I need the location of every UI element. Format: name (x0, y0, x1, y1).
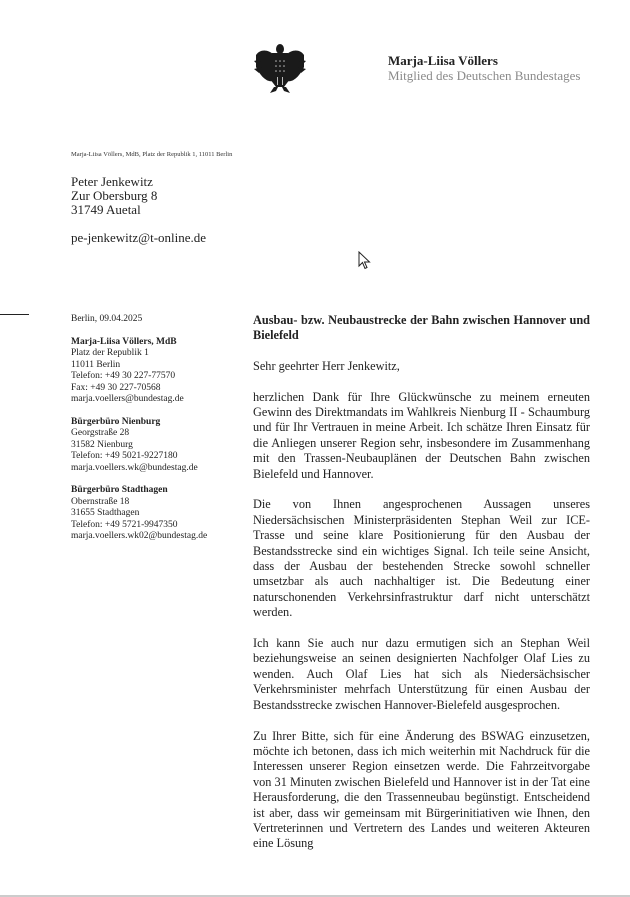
letter-paragraph: Die von Ihnen angesprochenen Aussagen unseres Niedersächsischen Ministerpräsidenten Stephan Weil zur ICE-Trasse und seine klare Positionierung für den Ausbau der Bestandsstrecke sind ein wichtiges Signal. Ich teile seine Ansicht, dass der Ausbau der bestehenden Strecke sowohl schneller umsetzbar als auch nachhaltiger ist. Die Bedeutung einer naturschonenden Verkehrsinfrastruktur darf nicht unterschätzt werden. (253, 497, 590, 620)
letter-body (253, 313, 590, 867)
letter-date: Berlin, 09.04.2025 (71, 314, 143, 324)
office-fax: Fax: +49 30 227-70568 (71, 382, 161, 393)
office-heading: Bürgerbüro Nienburg (71, 416, 161, 427)
recipient-city: 31749 Auetal (71, 202, 141, 217)
office-heading: Marja-Liisa Völlers, MdB (71, 336, 177, 347)
recipient-name: Peter Jenkewitz (71, 174, 153, 189)
office-line: Platz der Republik 1 (71, 348, 149, 358)
office-line: 31655 Stadthagen (71, 508, 140, 518)
letterhead-title: Mitglied des Deutschen Bundestages (388, 68, 581, 83)
office-line: Obernstraße 18 (71, 496, 130, 507)
office-line: 11011 Berlin (71, 359, 121, 370)
office-stadthagen (71, 485, 246, 543)
office-phone: Telefon: +49 5721-9947350 (71, 519, 178, 530)
recipient-street: Zur Obersburg 8 (71, 188, 158, 203)
office-line: Georgstraße 28 (71, 428, 130, 438)
office-berlin (71, 337, 246, 406)
mouse-cursor-icon (358, 251, 372, 271)
letter-salutation: Sehr geehrter Herr Jenkewitz, (253, 358, 400, 373)
office-heading: Bürgerbüro Stadthagen (71, 485, 168, 495)
letterhead-name: Marja-Liisa Völlers (388, 53, 498, 68)
letter-paragraph: Zu Ihrer Bitte, sich für eine Änderung des BSWAG einzusetzen, möchte ich betonen, dass ich mich weiterhin mit Nachdruck für die Interessen unserer Region einsetzen werde. Die Fahrzeitvorgabe von 31 Minuten zwischen Bielefeld und Hannover ist in der Tat eine Herausforderung, die den Trassenneubau begünstigt. Entscheidend ist aber, dass wir gemeinsam mit Bürgerinitiativen wie Ihnen, den Vertreterinnen und Vertretern des Landes und weiteren Akteuren eine Lösung (253, 728, 590, 851)
office-phone: Telefon: +49 5021-9227180 (71, 451, 178, 461)
office-phone: Telefon: +49 30 227-77570 (71, 371, 176, 381)
recipient-email: pe-jenkewitz@t-online.de (71, 230, 207, 245)
letter-paragraph: herzlichen Dank für Ihre Glückwünsche zu meinem erneuten Gewinn des Direktmandats im Wahlkreis Nienburg II - Schaumburg und für Ihr Vertrauen in meine Arbeit. Ich schätze Ihren Einsatz für die Anliegen unserer Region sehr, insbesondere im Zusammenhang mit den Trassen-Neubauplänen der Deutschen Bahn zwischen Bielefeld und Hannover. (253, 389, 590, 481)
letter-subject: Ausbau- bzw. Neubaustrecke der Bahn zwischen Hannover und Bielefeld (253, 313, 590, 343)
office-email: marja.voellers@bundestag.de (71, 394, 184, 404)
letter-paragraph: Ich kann Sie auch nur dazu ermutigen sich an Stephan Weil beziehungsweise an seinen designierten Nachfolger Olaf Lies zu wenden. Auch Olaf Lies hat sich als Niedersächsischer Verkehrsminister mehrfach Unterstützung für einen Ausbau der Bestandsstrecke zwischen Hannover-Bielefeld ausgesprochen. (253, 636, 590, 712)
office-email: marja.voellers.wk@bundestag.de (71, 462, 198, 473)
fold-mark (0, 314, 29, 315)
office-line: 31582 Nienburg (71, 439, 133, 450)
office-nienburg (71, 417, 246, 475)
bundesadler-eagle-icon (252, 41, 308, 95)
sender-return-address: Marja-Liisa Völlers, MdB, Platz der Republik 1, 11011 Berlin (71, 151, 233, 158)
recipient-address (71, 175, 206, 245)
sidebar-contact-info (71, 314, 246, 554)
office-email: marja.voellers.wk02@bundestag.de (71, 531, 208, 541)
